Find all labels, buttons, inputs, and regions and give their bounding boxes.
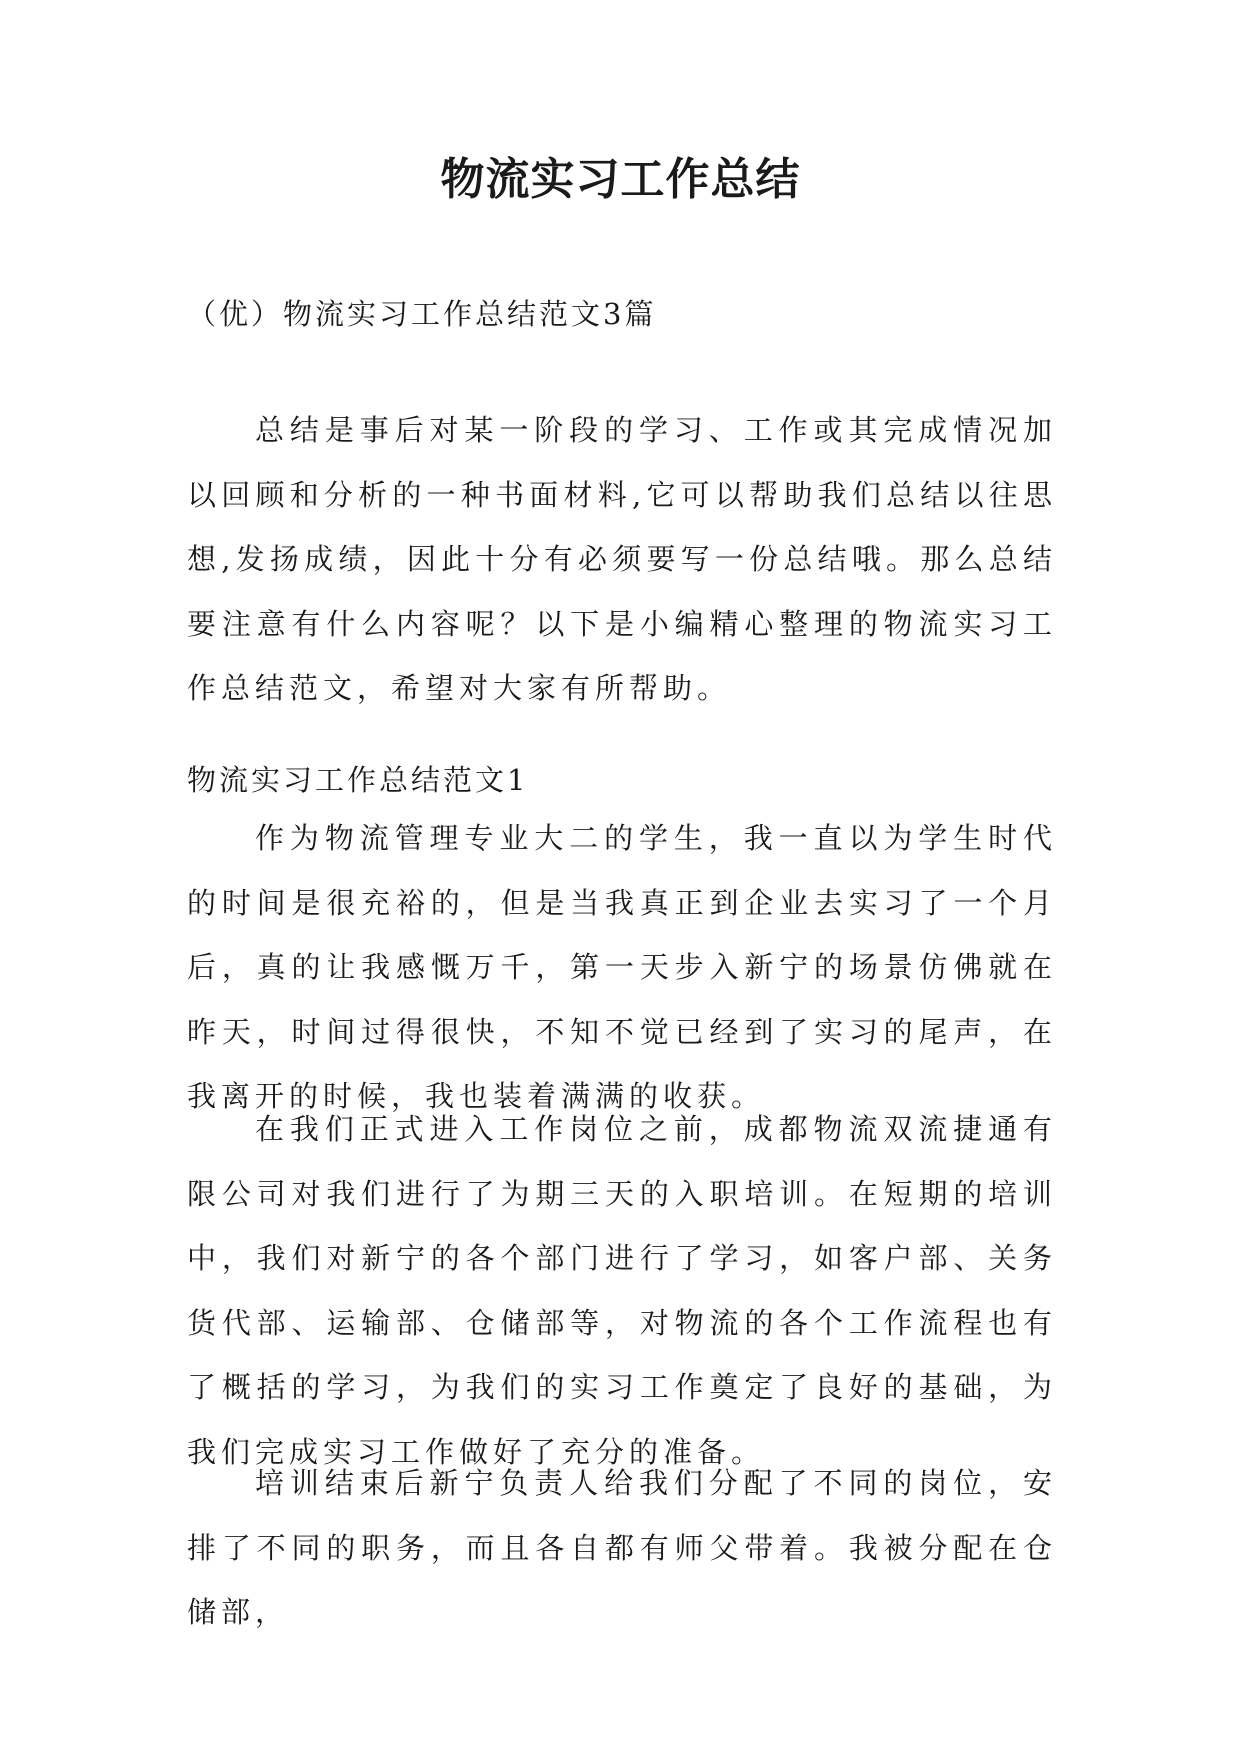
body-paragraph-1: 作为物流管理专业大二的学生，我一直以为学生时代的时间是很充裕的，但是当我真正到企业去实习了一个月后，真的让我感慨万千，第一天步入新宁的场景仿佛就在昨天，时间过得很快，不知不觉已经到了实习的尾声，在我离开的时候，我也装着满满的收获。 <box>187 821 1057 1113</box>
document-title: 物流实习工作总结 <box>440 154 801 205</box>
intro-paragraph: 总结是事后对某一阶段的学习、工作或其完成情况加以回顾和分析的一种书面材料,它可以帮助我们总结以往思想,发扬成绩，因此十分有必须要写一份总结哦。那么总结要注意有什么内容呢？以下是小编精心整理的物流实习工作总结范文，希望对大家有所帮助。 <box>187 413 1057 705</box>
document-subtitle: （优）物流实习工作总结范文3篇 <box>187 297 657 331</box>
body-paragraph-3: 培训结束后新宁负责人给我们分配了不同的岗位，安排了不同的职务，而且各自都有师父带着。我被分配在仓储部， <box>187 1466 1057 1629</box>
section-heading: 物流实习工作总结范文1 <box>187 763 529 797</box>
body-paragraph-2: 在我们正式进入工作岗位之前，成都物流双流捷通有限公司对我们进行了为期三天的入职培训。在短期的培训中，我们对新宁的各个部门进行了学习，如客户部、关务货代部、运输部、仓储部等，对物流的各个工作流程也有了概括的学习，为我们的实习工作奠定了良好的基础，为我们完成实习工作做好了充分的准备。 <box>187 1112 1057 1469</box>
